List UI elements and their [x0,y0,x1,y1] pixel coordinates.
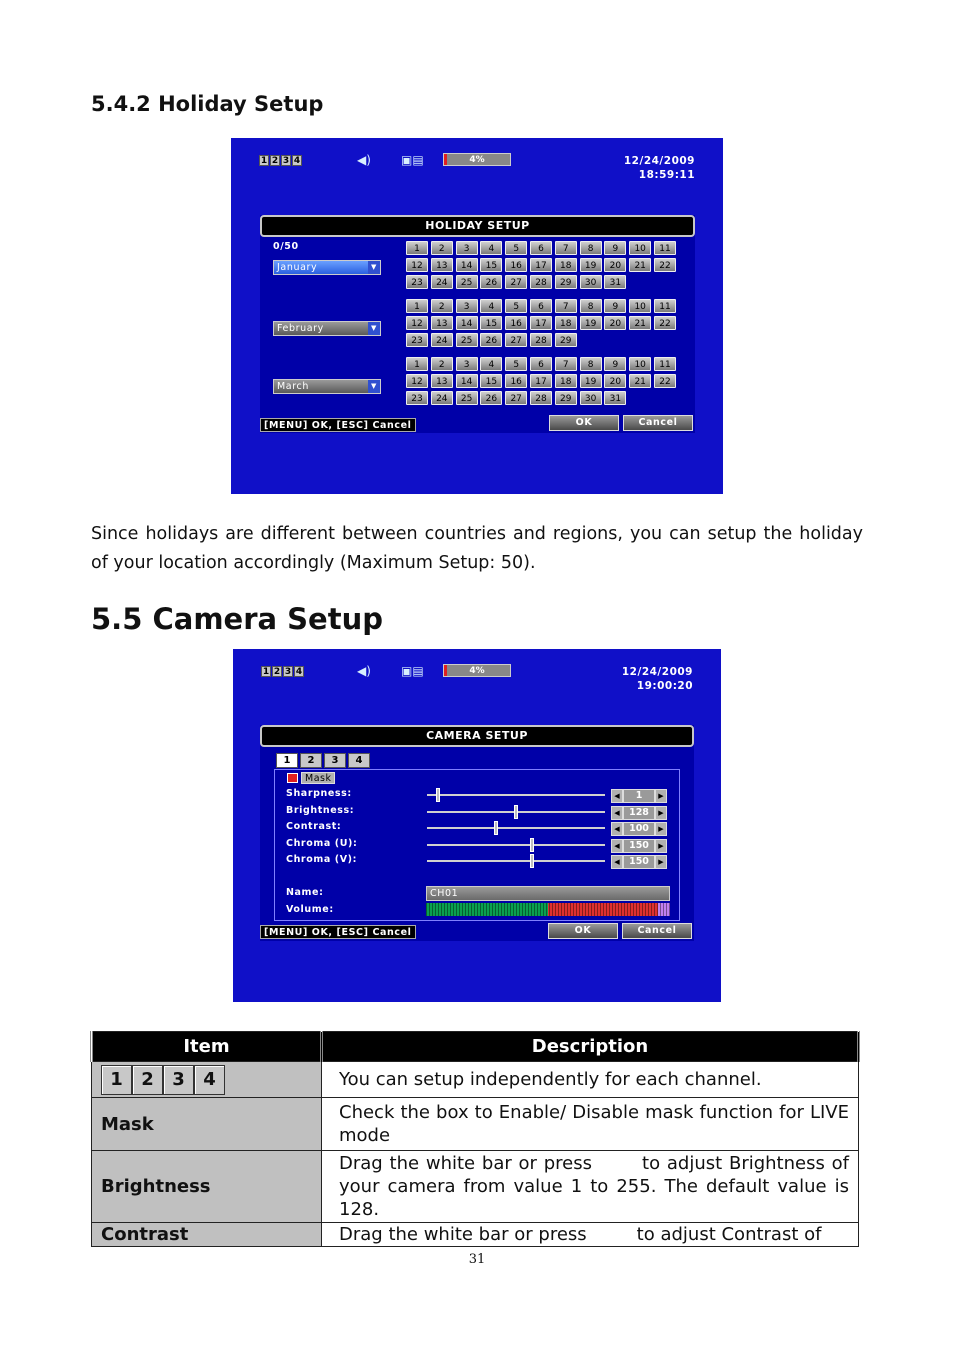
chevron-right-icon[interactable]: ▶ [655,806,667,820]
day-button[interactable]: 5 [505,357,527,371]
name-label: Name: [286,887,324,898]
holiday-setup-screenshot [231,138,723,494]
month-name: March [277,381,309,392]
page-number: 31 [468,1252,486,1267]
day-button[interactable]: 13 [431,316,453,330]
chevron-left-icon[interactable]: ◀ [611,789,623,803]
day-grid [406,299,676,347]
channel-buttons [101,1065,225,1095]
day-button[interactable]: 24 [431,333,453,347]
row4-description [322,1223,859,1247]
month-select-january[interactable] [273,260,381,275]
contrast-slider-track[interactable] [427,827,605,829]
channel-indicator-2: 2 [273,667,281,677]
header-description: Description [322,1032,859,1062]
day-button[interactable]: 11 [654,299,676,313]
chromav-label: Chroma (V): [286,854,357,865]
panel-title: HOLIDAY SETUP [260,215,695,237]
day-button[interactable]: 4 [480,241,502,255]
day-button[interactable]: 9 [604,357,626,371]
panel-title: CAMERA SETUP [260,725,694,747]
table-row [92,1062,859,1098]
day-button[interactable]: 1 [406,241,428,255]
day-button[interactable]: 8 [580,357,602,371]
day-button[interactable]: 12 [406,374,428,388]
day-button[interactable]: 31 [604,275,626,289]
holiday-count: 0/50 [273,241,299,252]
chevron-right-icon[interactable]: ▶ [655,839,667,853]
tab-channel-4[interactable]: 4 [348,753,370,768]
speaker-icon: ◀) [357,153,371,167]
channel-button-4: 4 [194,1065,225,1095]
day-button[interactable]: 17 [530,316,552,330]
table-row [92,1151,859,1223]
brightness-value: 128 [623,806,655,820]
clock-date: 12/24/2009 [623,155,695,167]
table-row [92,1098,859,1151]
clock [624,154,695,182]
clock-time: 19:00:20 [636,680,693,692]
volume-meter [426,903,670,916]
day-button[interactable]: 12 [406,258,428,272]
month-select-march[interactable] [273,379,381,394]
chromau-slider-track[interactable] [427,844,605,846]
chevron-left-icon[interactable]: ◀ [611,822,623,836]
channel-indicator-3: 3 [282,156,290,166]
day-button[interactable]: 9 [604,299,626,313]
month-select-february[interactable] [273,321,381,336]
chromau-value: 150 [623,839,655,853]
day-button[interactable]: 29 [555,391,577,405]
channel-button-3: 3 [163,1065,194,1095]
chromav-value: 150 [623,855,655,869]
chevron-down-icon: ▼ [368,322,380,335]
day-button[interactable]: 25 [456,391,478,405]
chromau-slider-handle[interactable] [530,838,534,852]
month-name: January [277,262,318,273]
day-button[interactable]: 15 [480,374,502,388]
day-button[interactable]: 20 [604,316,626,330]
camera-setup-table [90,1031,860,1247]
channel-buttons-cell [92,1062,322,1098]
row3-item: Brightness [92,1151,322,1223]
tab-channel-1[interactable]: 1 [276,753,298,768]
day-button[interactable]: 19 [580,316,602,330]
day-button[interactable]: 19 [580,258,602,272]
brightness-slider-handle[interactable] [514,805,518,819]
channel-indicator-4: 4 [295,667,303,677]
hdd-usage-text: 4% [469,666,485,676]
mask-checkbox[interactable] [287,773,298,783]
table-row [92,1223,859,1247]
channel-tabs [276,753,370,768]
day-button[interactable]: 18 [555,316,577,330]
day-button[interactable]: 24 [431,391,453,405]
brightness-label: Brightness: [286,804,355,816]
key-hint: [MENU] OK, [ESC] Cancel [260,925,416,939]
chevron-down-icon: ▼ [368,380,380,393]
sharpness-slider-handle[interactable] [436,788,440,802]
volume-label: Volume: [286,904,334,915]
day-button[interactable]: 22 [654,374,676,388]
day-button[interactable]: 6 [530,241,552,255]
contrast-stepper[interactable] [611,822,667,836]
day-button[interactable]: 17 [530,374,552,388]
day-button[interactable]: 7 [555,241,577,255]
day-button[interactable]: 13 [431,374,453,388]
clock-time: 18:59:11 [638,169,695,181]
day-button[interactable]: 26 [480,333,502,347]
day-button[interactable]: 10 [629,299,651,313]
day-button[interactable]: 18 [555,374,577,388]
day-button[interactable]: 2 [431,241,453,255]
chromau-stepper[interactable] [611,839,667,853]
day-button[interactable]: 9 [604,241,626,255]
day-button[interactable]: 7 [555,299,577,313]
day-button[interactable]: 15 [480,316,502,330]
day-button[interactable]: 16 [505,316,527,330]
ok-button[interactable]: OK [549,415,619,431]
day-button[interactable]: 10 [629,357,651,371]
day-button[interactable]: 10 [629,241,651,255]
day-button[interactable]: 15 [480,258,502,272]
day-button[interactable]: 22 [654,316,676,330]
day-button[interactable]: 3 [456,357,478,371]
day-button[interactable]: 21 [629,258,651,272]
chevron-down-icon: ▼ [368,261,380,274]
day-grid [406,241,676,289]
day-button[interactable]: 19 [580,374,602,388]
mask-label: Mask [301,772,335,784]
tab-channel-2[interactable]: 2 [300,753,322,768]
chevron-right-icon[interactable]: ▶ [655,855,667,869]
day-button[interactable]: 14 [456,374,478,388]
chevron-left-icon[interactable]: ◀ [611,855,623,869]
row3-desc-a: Drag the white bar or press [339,1153,593,1174]
chevron-left-icon[interactable]: ◀ [611,806,623,820]
sharpness-value: 1 [623,789,655,803]
day-button[interactable]: 29 [555,333,577,347]
chevron-right-icon[interactable]: ▶ [655,822,667,836]
day-button[interactable]: 17 [530,258,552,272]
day-button[interactable]: 16 [505,258,527,272]
day-button[interactable]: 1 [406,357,428,371]
row2-description: Check the box to Enable/ Disable mask function for LIVE mode [322,1098,859,1151]
tab-channel-3[interactable]: 3 [324,753,346,768]
day-button[interactable]: 30 [580,391,602,405]
day-button[interactable]: 21 [629,374,651,388]
contrast-slider-handle[interactable] [494,821,498,835]
day-button[interactable]: 4 [480,299,502,313]
chromau-label: Chroma (U): [286,837,358,849]
channel-button-2: 2 [132,1065,163,1095]
channel-indicator-1: 1 [262,667,270,677]
day-button[interactable]: 31 [604,391,626,405]
channel-indicators [259,155,302,166]
day-button[interactable]: 6 [530,299,552,313]
day-button[interactable]: 20 [604,258,626,272]
speaker-icon: ◀) [357,664,371,678]
channel-button-1: 1 [101,1065,132,1095]
contrast-value: 100 [623,822,655,836]
day-button[interactable]: 7 [555,357,577,371]
day-button[interactable]: 2 [431,299,453,313]
contrast-label: Contrast: [286,821,342,832]
day-button[interactable]: 25 [456,333,478,347]
row3-desc-b: to adjust Brightness of your camera from value 1 to 255. The default value is 128. [339,1153,849,1220]
sharpness-slider-track[interactable] [427,794,605,796]
channel-indicator-1: 1 [260,156,268,166]
day-button[interactable]: 27 [505,333,527,347]
day-button[interactable]: 8 [580,299,602,313]
day-button[interactable]: 8 [580,241,602,255]
channel-indicator-4: 4 [293,156,301,166]
hdd-usage-text: 4% [469,155,485,165]
day-button[interactable]: 28 [530,333,552,347]
day-button[interactable]: 23 [406,275,428,289]
sharpness-stepper[interactable] [611,789,667,803]
camera-name-field[interactable]: CH01 [426,886,670,901]
day-button[interactable]: 20 [604,374,626,388]
day-button[interactable]: 5 [505,299,527,313]
row1-description: You can setup independently for each channel. [322,1062,859,1098]
day-button[interactable]: 4 [480,357,502,371]
network-icon: ▣▤ [401,664,424,678]
camera-setup-panel [260,725,694,941]
intro-paragraph: Since holidays are different between countries and regions, you can setup the holiday of your location accordingly (Maximum Setup: 50). [91,524,863,573]
day-button[interactable]: 29 [555,275,577,289]
chromav-slider-track[interactable] [427,860,605,862]
clock [622,665,693,693]
holiday-setup-panel [260,215,695,433]
day-button[interactable]: 27 [505,391,527,405]
chromav-slider-handle[interactable] [530,854,534,868]
day-button[interactable]: 3 [456,241,478,255]
chromav-stepper[interactable] [611,855,667,869]
key-hint: [MENU] OK, [ESC] Cancel [260,418,416,432]
day-button[interactable]: 26 [480,275,502,289]
day-button[interactable]: 14 [456,258,478,272]
day-button[interactable]: 22 [654,258,676,272]
row2-item: Mask [92,1098,322,1151]
day-button[interactable]: 28 [530,391,552,405]
day-button[interactable]: 3 [456,299,478,313]
day-button[interactable]: 21 [629,316,651,330]
day-grid [406,357,676,405]
day-button[interactable]: 12 [406,316,428,330]
day-button[interactable]: 23 [406,391,428,405]
channel-indicator-2: 2 [271,156,279,166]
row4-desc-a: Drag the white bar or press [339,1223,587,1245]
day-button[interactable]: 26 [480,391,502,405]
clock-date: 12/24/2009 [621,666,693,678]
day-button[interactable]: 1 [406,299,428,313]
cancel-button[interactable]: Cancel [622,923,692,939]
day-button[interactable]: 27 [505,275,527,289]
chevron-left-icon[interactable]: ◀ [611,839,623,853]
day-button[interactable]: 30 [580,275,602,289]
row4-item: Contrast [92,1223,322,1247]
sharpness-label: Sharpness: [286,788,352,799]
day-button[interactable]: 13 [431,258,453,272]
camera-setup-heading: 5.5 Camera Setup [91,602,383,636]
day-button[interactable]: 14 [456,316,478,330]
cancel-button[interactable]: Cancel [623,415,693,431]
channel-indicators [261,666,304,677]
table-header-row [92,1032,859,1062]
day-button[interactable]: 11 [654,241,676,255]
month-name: February [277,323,324,334]
day-button[interactable]: 6 [530,357,552,371]
camera-setup-screenshot [233,649,721,1002]
holiday-setup-heading: 5.4.2 Holiday Setup [91,92,324,116]
day-button[interactable]: 23 [406,333,428,347]
hdd-usage-bar [443,664,511,677]
day-button[interactable]: 24 [431,275,453,289]
day-button[interactable]: 11 [654,357,676,371]
day-button[interactable]: 18 [555,258,577,272]
row3-description [322,1151,859,1223]
header-item: Item [92,1032,322,1062]
network-icon: ▣▤ [401,153,424,167]
day-button[interactable]: 2 [431,357,453,371]
day-button[interactable]: 28 [530,275,552,289]
day-button[interactable]: 5 [505,241,527,255]
ok-button[interactable]: OK [548,923,618,939]
day-button[interactable]: 16 [505,374,527,388]
row4-desc-b: to adjust Contrast of [636,1223,822,1245]
day-button[interactable]: 25 [456,275,478,289]
channel-indicator-3: 3 [284,667,292,677]
hdd-usage-bar [443,153,511,166]
chevron-right-icon[interactable]: ▶ [655,789,667,803]
brightness-stepper[interactable] [611,806,667,820]
